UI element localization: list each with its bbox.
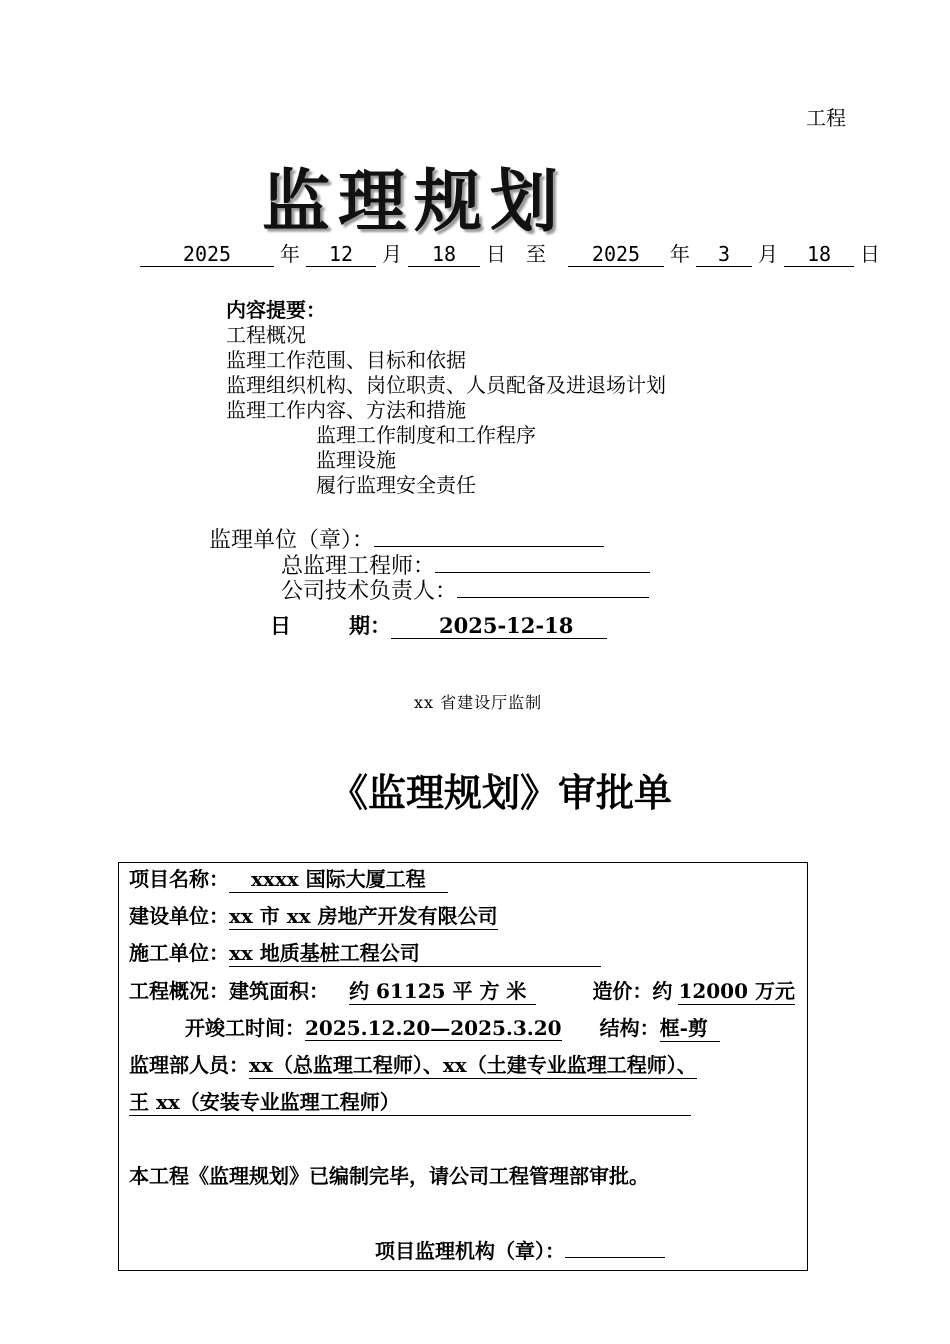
tech-lead-label: 公司技术负责人：	[281, 579, 458, 604]
contents-item: 工程概况	[226, 323, 306, 347]
year-word: 年	[670, 242, 690, 266]
staff-value-line2: 王 xx（安装专业监理工程师）	[129, 1086, 691, 1116]
staff-label: 监理部人员：	[129, 1053, 249, 1077]
start-day: 18	[408, 242, 480, 267]
project-name-suffix: 工程	[806, 106, 846, 130]
document-title: 监理规划	[262, 163, 567, 242]
builder-label: 建设单位：	[129, 904, 229, 928]
period-value: 2025.12.20—2025.3.20	[305, 1016, 562, 1040]
cost-value: 12000 万元	[678, 975, 795, 1005]
date-label-part1: 日	[270, 613, 291, 638]
month-word: 月	[758, 242, 778, 266]
cover-date-line	[270, 610, 607, 640]
start-month: 12	[306, 242, 376, 267]
supervision-unit-blank[interactable]	[374, 528, 604, 547]
org-seal-label: 项目监理机构（章）：	[375, 1239, 565, 1263]
overview-label: 工程概况：	[129, 979, 229, 1003]
staff-row-continued	[129, 1086, 691, 1116]
project-name-label: 项目名称：	[129, 867, 229, 891]
start-year: 2025	[140, 242, 274, 267]
to-word: 至	[526, 242, 546, 266]
contents-subitem: 监理设施	[316, 448, 396, 472]
structure-value: 框-剪	[660, 1012, 720, 1042]
day-word: 日	[860, 242, 880, 266]
area-value: 约 61125 平 方 米	[349, 975, 536, 1005]
supervision-unit-label: 监理单位（章）：	[209, 528, 375, 553]
contractor-value: xx 地质基桩工程公司	[229, 937, 601, 967]
year-word: 年	[280, 242, 300, 266]
contents-heading: 内容提要：	[226, 298, 326, 322]
builder-value: xx 市 xx 房地产开发有限公司	[229, 900, 498, 930]
tech-lead-line	[281, 574, 649, 605]
issuer-note: xx 省建设厅监制	[414, 693, 543, 712]
request-text: 本工程《监理规划》已编制完毕，请公司工程管理部审批。	[129, 1164, 649, 1188]
chief-engineer-blank[interactable]	[435, 554, 650, 573]
contractor-label: 施工单位：	[129, 941, 229, 965]
approval-form-title: 《监理规划》审批单	[330, 771, 673, 815]
contents-subitem: 监理工作制度和工作程序	[316, 423, 536, 447]
contents-summary	[226, 298, 666, 498]
cover-date-value: 2025-12-18	[391, 613, 607, 639]
structure-label: 结构：	[599, 1016, 660, 1040]
project-name-row	[129, 863, 448, 893]
area-label: 建筑面积：	[229, 979, 329, 1003]
contents-item: 监理工作内容、方法和措施	[226, 398, 466, 422]
org-seal-row	[375, 1235, 665, 1264]
approval-form	[118, 862, 808, 1271]
chief-engineer-label: 总监理工程师：	[281, 554, 436, 579]
overview-row	[129, 975, 795, 1005]
day-word: 日	[486, 242, 506, 266]
date-range	[140, 238, 886, 267]
staff-value-line1: xx（总监理工程师）、xx（土建专业监理工程师）、	[249, 1049, 697, 1079]
project-name-value: xxxx 国际大厦工程	[229, 863, 448, 893]
date-label-part2: 期：	[349, 613, 391, 638]
end-month: 3	[696, 242, 752, 267]
tech-lead-blank[interactable]	[457, 579, 649, 598]
staff-row	[129, 1049, 697, 1079]
period-row	[185, 1012, 720, 1042]
contents-item: 监理组织机构、岗位职责、人员配备及进退场计划	[226, 373, 666, 397]
period-label: 开竣工时间：	[185, 1016, 305, 1040]
contractor-row	[129, 937, 601, 967]
end-year: 2025	[568, 242, 664, 267]
contents-item: 监理工作范围、目标和依据	[226, 348, 466, 372]
contents-subitem: 履行监理安全责任	[316, 473, 476, 497]
org-seal-blank[interactable]	[565, 1237, 665, 1258]
cost-label: 造价：约	[592, 979, 673, 1003]
end-day: 18	[784, 242, 854, 267]
builder-row	[129, 900, 498, 930]
month-word: 月	[382, 242, 402, 266]
